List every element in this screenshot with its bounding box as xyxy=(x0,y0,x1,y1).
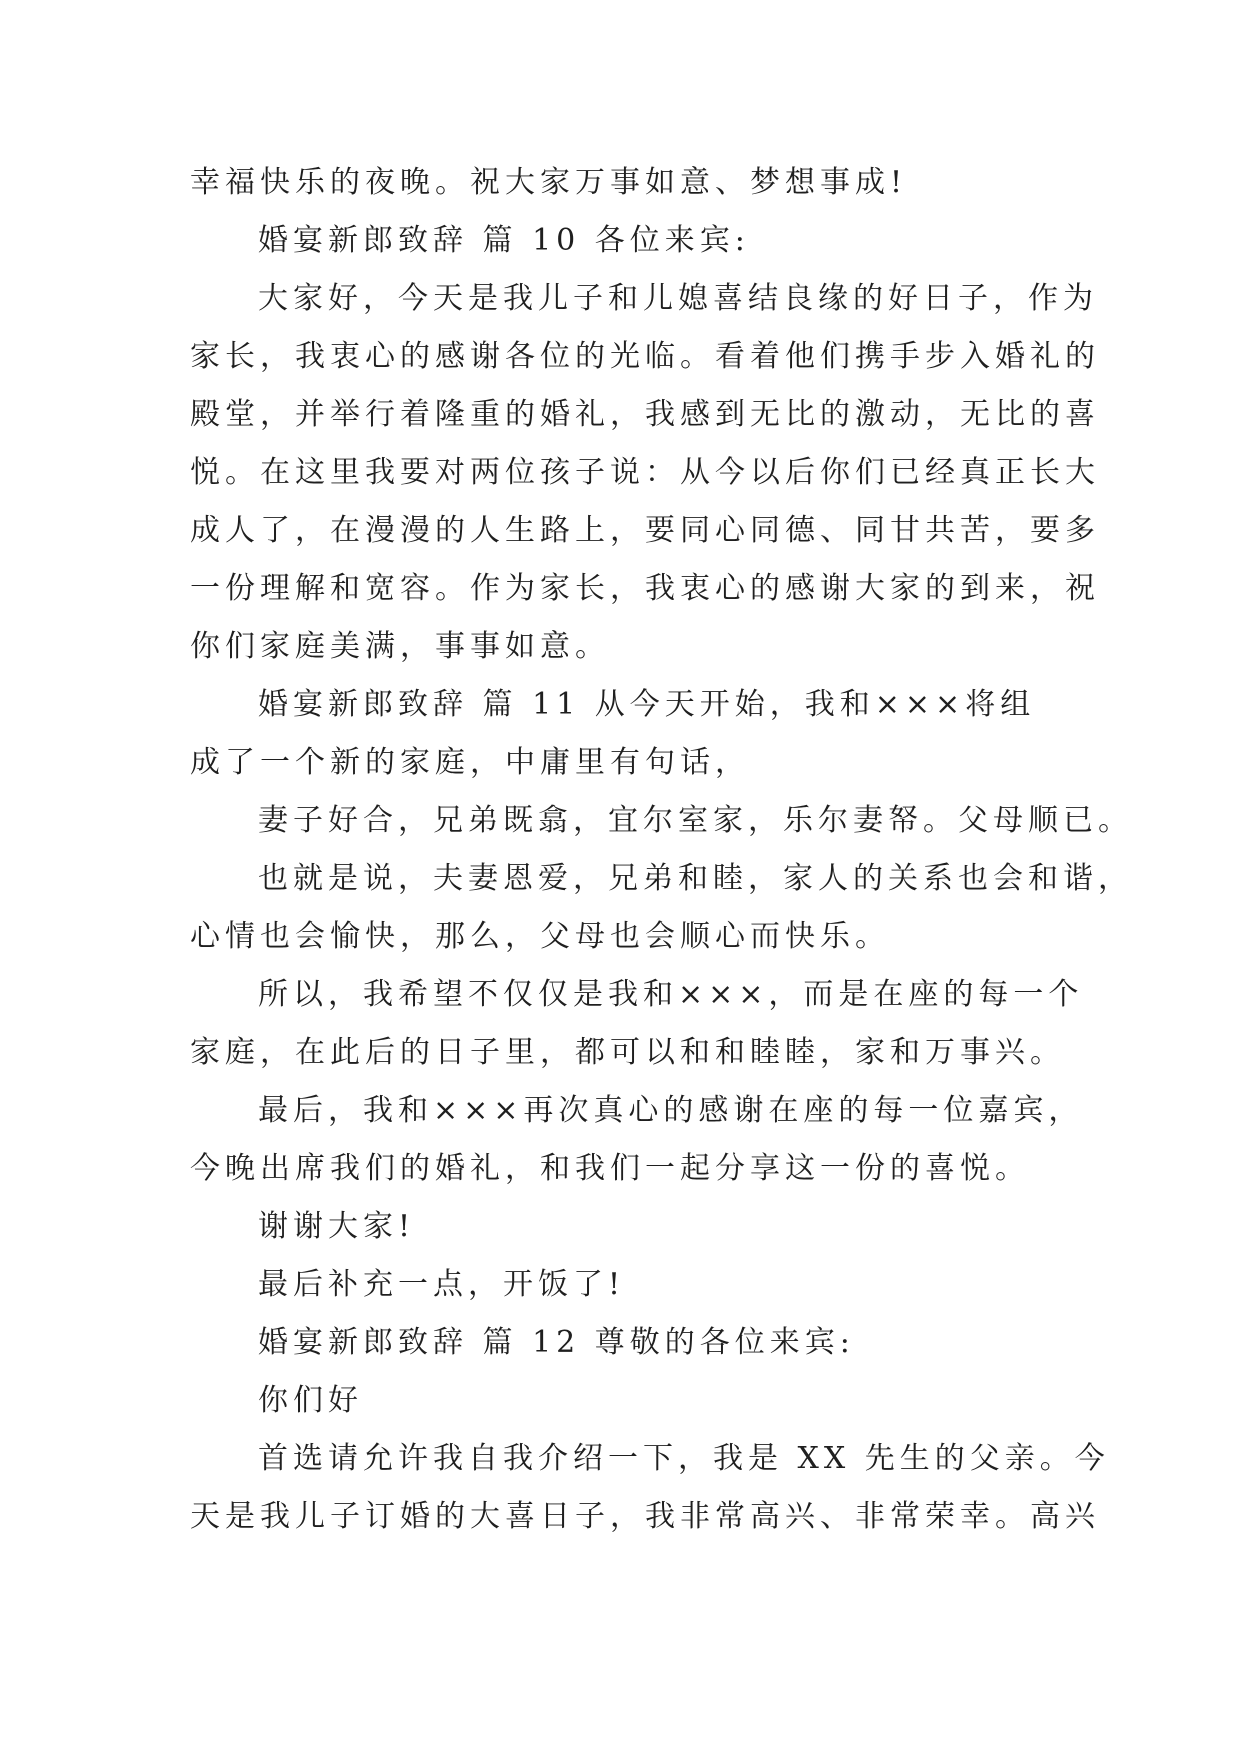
text-line: 最后，我和×××再次真心的感谢在座的每一位嘉宾， xyxy=(258,1093,1084,1128)
text-line: 首选请允许我自我介绍一下，我是 XX 先生的父亲。今 xyxy=(258,1441,1110,1476)
text-line: 天是我儿子订婚的大喜日子，我非常高兴、非常荣幸。高兴 xyxy=(190,1499,1100,1534)
text-line: 悦。在这里我要对两位孩子说：从今以后你们已经真正长大 xyxy=(190,455,1100,490)
text-line: 你们家庭美满，事事如意。 xyxy=(190,629,610,664)
text-line: 成了一个新的家庭，中庸里有句话， xyxy=(190,745,750,780)
text-line: 家庭，在此后的日子里，都可以和和睦睦，家和万事兴。 xyxy=(190,1035,1065,1070)
text-line: 今晚出席我们的婚礼，和我们一起分享这一份的喜悦。 xyxy=(190,1151,1030,1186)
text-line: 最后补充一点，开饭了! xyxy=(258,1267,626,1302)
text-line: 大家好，今天是我儿子和儿媳喜结良缘的好日子，作为 xyxy=(258,281,1098,316)
text-line: 你们好 xyxy=(258,1383,363,1418)
text-line: 所以，我希望不仅仅是我和×××，而是在座的每一个 xyxy=(258,977,1084,1012)
text-line: 家长，我衷心的感谢各位的光临。看着他们携手步入婚礼的 xyxy=(190,339,1100,374)
text-line: 成人了，在漫漫的人生路上，要同心同德、同甘共苦，要多 xyxy=(190,513,1100,548)
text-line: 婚宴新郎致辞 篇 10 各位来宾: xyxy=(258,223,750,258)
text-line: 心情也会愉快，那么，父母也会顺心而快乐。 xyxy=(190,919,890,954)
text-line: 幸福快乐的夜晚。祝大家万事如意、梦想事成! xyxy=(190,165,908,200)
text-line: 婚宴新郎致辞 篇 11 从今天开始，我和×××将组 xyxy=(258,687,1036,722)
text-line: 也就是说，夫妻恩爱，兄弟和睦，家人的关系也会和谐， xyxy=(258,861,1133,896)
text-line: 谢谢大家! xyxy=(258,1209,416,1244)
text-line: 殿堂，并举行着隆重的婚礼，我感到无比的激动，无比的喜 xyxy=(190,397,1100,432)
text-line: 一份理解和宽容。作为家长，我衷心的感谢大家的到来，祝 xyxy=(190,571,1100,606)
text-line: 妻子好合，兄弟既翕，宜尔室家，乐尔妻帑。父母顺已。 xyxy=(258,803,1133,838)
text-line: 婚宴新郎致辞 篇 12 尊敬的各位来宾: xyxy=(258,1325,855,1360)
